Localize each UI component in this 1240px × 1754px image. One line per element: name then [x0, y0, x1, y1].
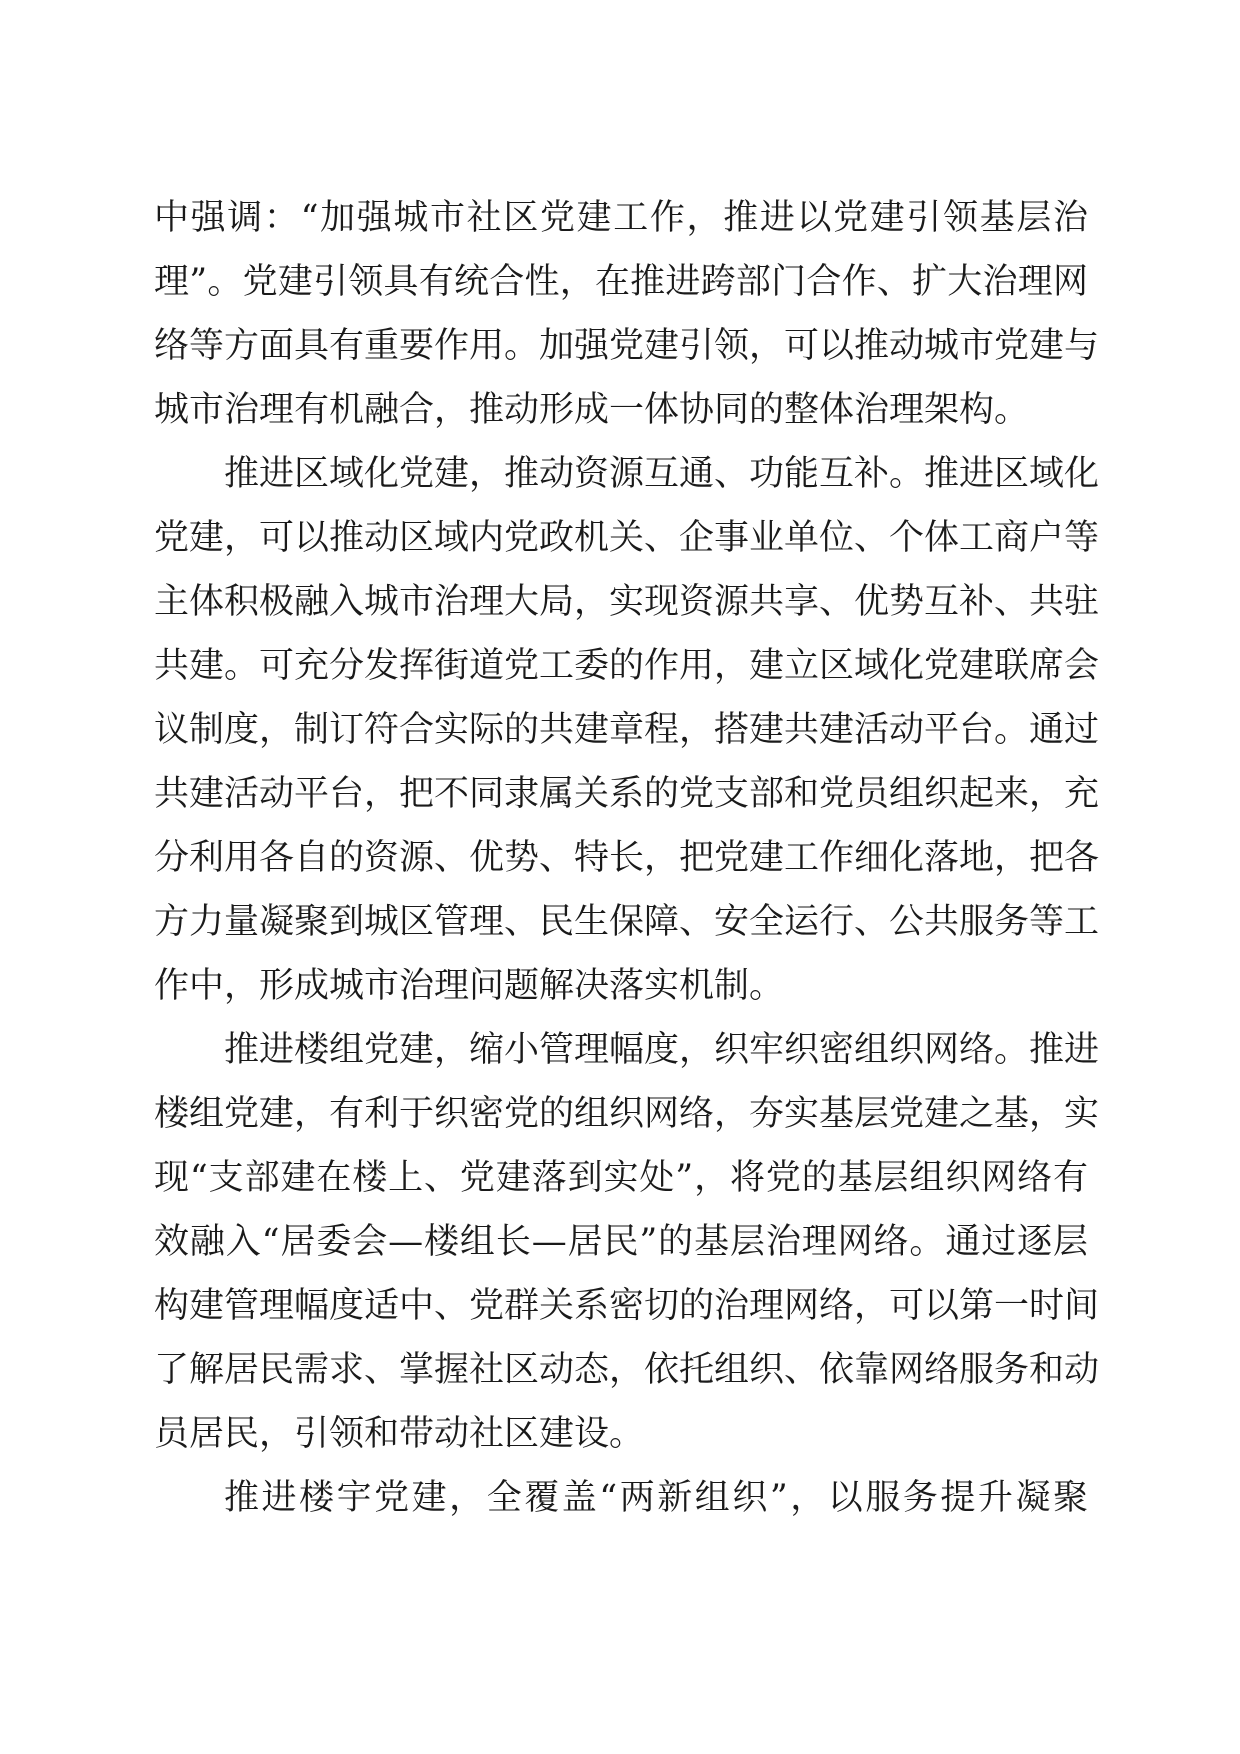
- paragraph-line: 效融入“居委会—楼组长—居民”的基层治理网络。通过逐层: [154, 1222, 1088, 1262]
- paragraph-line: 楼组党建，有利于织密党的组织网络，夯实基层党建之基，实: [154, 1094, 1100, 1134]
- paragraph-line: 城市治理有机融合，推动形成一体协同的整体治理架构。: [154, 390, 1030, 430]
- paragraph-line: 作中，形成城市治理问题解决落实机制。: [154, 966, 785, 1006]
- paragraph-line: 方力量凝聚到城区管理、民生保障、安全运行、公共服务等工: [154, 902, 1100, 942]
- paragraph-1: [154, 186, 1100, 442]
- paragraph-line: 共建活动平台，把不同隶属关系的党支部和党员组织起来，充: [154, 774, 1100, 814]
- paragraph-line: 推进楼组党建，缩小管理幅度，织牢织密组织网络。推进: [224, 1030, 1100, 1070]
- paragraph-line: 推进楼宇党建，全覆盖“两新组织”，以服务提升凝聚: [224, 1478, 1088, 1518]
- paragraph-line: 员居民，引领和带动社区建设。: [154, 1414, 645, 1454]
- paragraph-line: 议制度，制订符合实际的共建章程，搭建共建活动平台。通过: [154, 710, 1100, 750]
- paragraph-line: 中强调：“加强城市社区党建工作，推进以党建引领基层治: [154, 198, 1088, 238]
- paragraph-line: 构建管理幅度适中、党群关系密切的治理网络，可以第一时间: [154, 1286, 1100, 1326]
- paragraph-line: 络等方面具有重要作用。加强党建引领，可以推动城市党建与: [154, 326, 1100, 366]
- paragraph-line: 现“支部建在楼上、党建落到实处”，将党的基层组织网络有: [154, 1158, 1088, 1198]
- paragraph-line: 共建。可充分发挥街道党工委的作用，建立区域化党建联席会: [154, 646, 1100, 686]
- paragraph-line: 推进区域化党建，推动资源互通、功能互补。推进区域化: [224, 454, 1100, 494]
- paragraph-3: [154, 1018, 1100, 1466]
- paragraph-4: [154, 1466, 1088, 1530]
- paragraph-line: 分利用各自的资源、优势、特长，把党建工作细化落地，把各: [154, 838, 1100, 878]
- paragraph-line: 主体积极融入城市治理大局，实现资源共享、优势互补、共驻: [154, 582, 1100, 622]
- paragraph-line: 了解居民需求、掌握社区动态，依托组织、依靠网络服务和动: [154, 1350, 1100, 1390]
- document-body: [154, 186, 1100, 1530]
- paragraph-2: [154, 442, 1100, 1018]
- paragraph-line: 党建，可以推动区域内党政机关、企事业单位、个体工商户等: [154, 518, 1100, 558]
- paragraph-line: 理”。党建引领具有统合性，在推进跨部门合作、扩大治理网: [154, 262, 1088, 302]
